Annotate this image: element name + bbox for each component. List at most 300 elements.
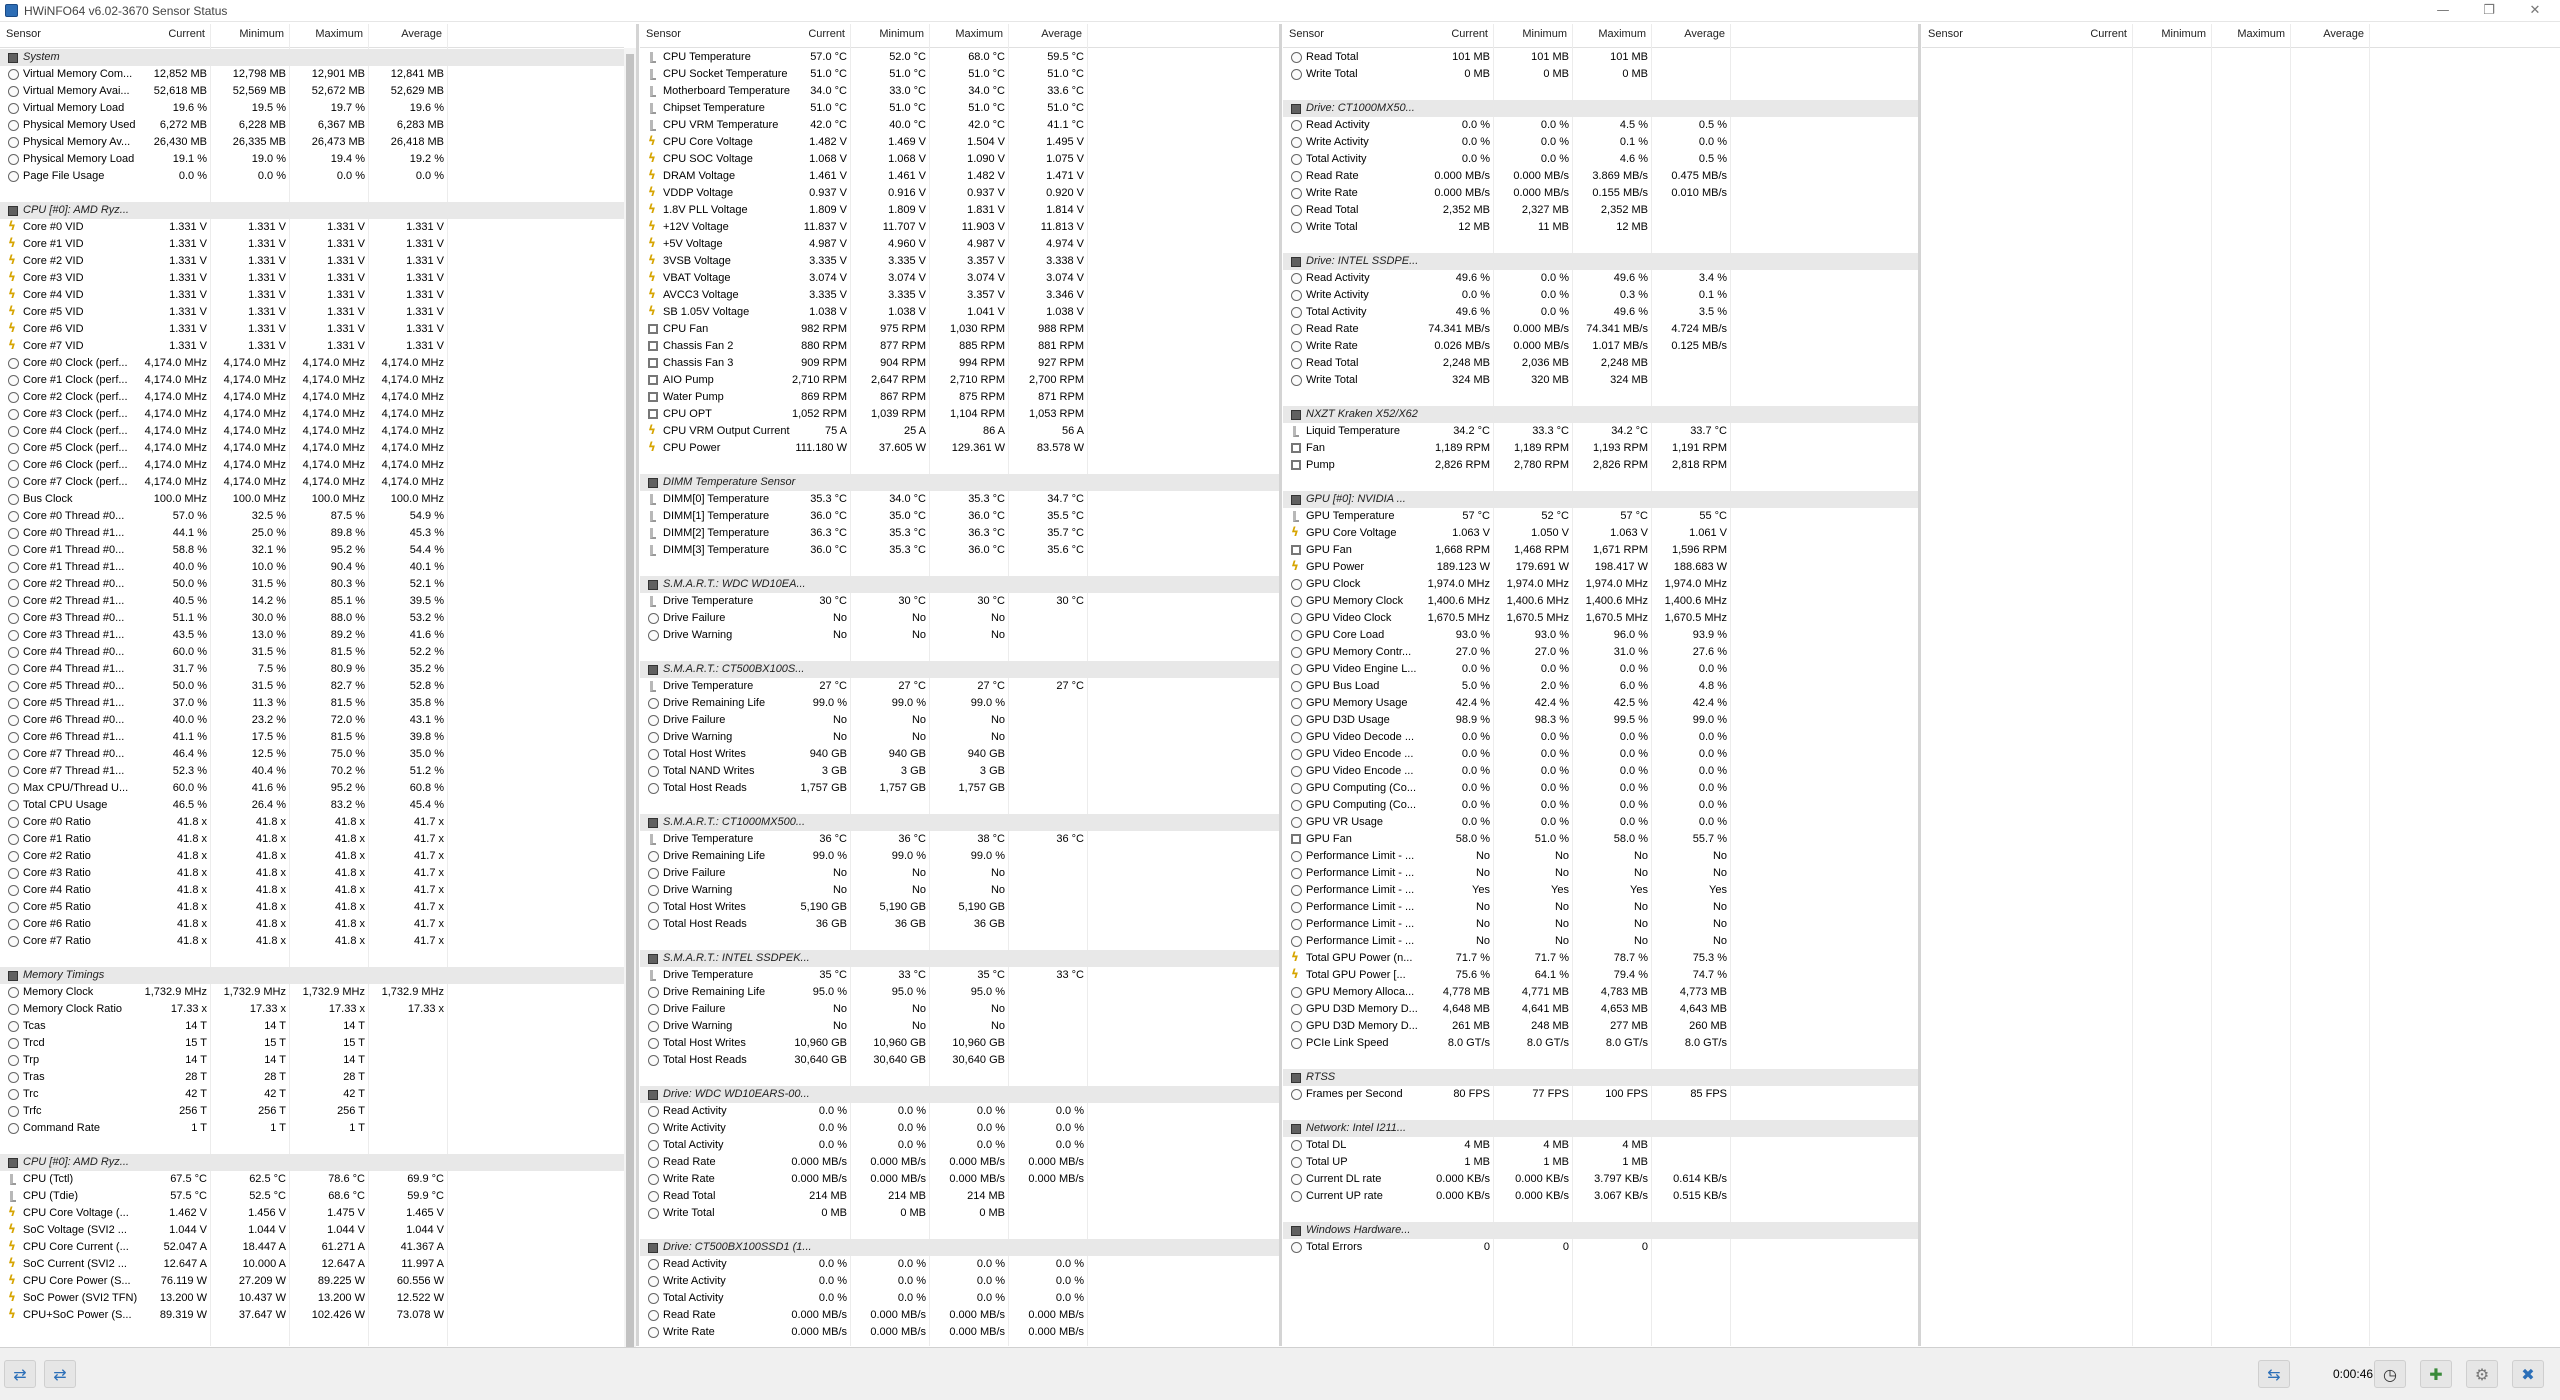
sensor-row[interactable]: [0, 338, 624, 355]
value-average: 27 °C: [1056, 680, 1084, 692]
column-header-maximum[interactable]: Maximum: [315, 28, 363, 40]
sensor-row[interactable]: [0, 1188, 624, 1205]
sensor-panel-4[interactable]: [1922, 24, 2560, 1346]
sensor-row[interactable]: [0, 355, 624, 372]
sensor-row[interactable]: [0, 593, 624, 610]
sensor-row[interactable]: [0, 729, 624, 746]
sensor-row[interactable]: [640, 542, 1280, 559]
close-icon[interactable]: ✕: [2529, 3, 2541, 18]
sensor-row[interactable]: [0, 1307, 624, 1324]
sensor-row[interactable]: [0, 1256, 624, 1273]
sensor-row[interactable]: [0, 389, 624, 406]
sensor-row[interactable]: [640, 1154, 1280, 1171]
sensor-row[interactable]: [640, 1324, 1280, 1341]
sensor-row[interactable]: [0, 644, 624, 661]
sensor-name: SoC Current (SVI2 ...: [23, 1258, 127, 1270]
sensor-row[interactable]: [640, 593, 1280, 610]
sensor-row[interactable]: [1283, 746, 1919, 763]
sensor-row[interactable]: [0, 1018, 624, 1035]
value-current: 19.1 %: [172, 153, 207, 165]
column-header-average[interactable]: Average: [1684, 28, 1725, 40]
sensor-row[interactable]: [1283, 1154, 1919, 1171]
sensor-row[interactable]: [1283, 1086, 1919, 1103]
sensor-row[interactable]: [0, 814, 624, 831]
scroll-right-icon[interactable]: ⇄: [44, 1360, 76, 1388]
column-header-minimum[interactable]: Minimum: [2161, 28, 2206, 40]
value-average: 3.338 V: [1046, 255, 1084, 267]
sensor-row[interactable]: [1283, 304, 1919, 321]
sensor-row[interactable]: [1283, 661, 1919, 678]
sensor-row[interactable]: [0, 576, 624, 593]
value-average: 3.074 V: [1046, 272, 1084, 284]
sensor-row[interactable]: [640, 1205, 1280, 1222]
sensor-row[interactable]: [640, 134, 1280, 151]
sensor-row[interactable]: [640, 304, 1280, 321]
sensor-row[interactable]: [1283, 780, 1919, 797]
sensor-row[interactable]: [1283, 1018, 1919, 1035]
sensor-row[interactable]: [0, 168, 624, 185]
sensor-row[interactable]: [640, 66, 1280, 83]
sensor-row[interactable]: [640, 1052, 1280, 1069]
value-minimum: 3 GB: [900, 765, 926, 777]
sensor-row[interactable]: [1283, 168, 1919, 185]
sensor-row[interactable]: [0, 100, 624, 117]
value-current: 74.341 MB/s: [1428, 323, 1490, 335]
sensor-row[interactable]: [640, 338, 1280, 355]
sensor-row[interactable]: [1283, 950, 1919, 967]
sensor-row[interactable]: [0, 83, 624, 100]
sensor-row[interactable]: [0, 831, 624, 848]
sensor-row[interactable]: [0, 695, 624, 712]
vertical-scrollbar[interactable]: [624, 48, 636, 1370]
value-average: 19.2 %: [409, 153, 444, 165]
sensor-row[interactable]: [640, 1137, 1280, 1154]
sensor-row[interactable]: [1283, 865, 1919, 882]
sensor-row[interactable]: [0, 1222, 624, 1239]
column-header-sensor[interactable]: Sensor: [6, 28, 41, 40]
sensor-row[interactable]: [0, 1171, 624, 1188]
sensor-row[interactable]: [640, 219, 1280, 236]
sensor-row[interactable]: [0, 253, 624, 270]
sensor-row[interactable]: [640, 1171, 1280, 1188]
value-maximum: 41.8 x: [335, 884, 365, 896]
sensor-row[interactable]: [1283, 933, 1919, 950]
value-current: 0.000 MB/s: [791, 1173, 847, 1185]
sensor-row[interactable]: [1283, 423, 1919, 440]
sensor-row[interactable]: [640, 117, 1280, 134]
sensor-name: Core #5 Thread #0...: [23, 680, 125, 692]
sensor-row[interactable]: [1283, 899, 1919, 916]
sensor-row[interactable]: [1283, 525, 1919, 542]
column-header-sensor[interactable]: Sensor: [1289, 28, 1324, 40]
sensor-row[interactable]: [640, 627, 1280, 644]
sensor-row[interactable]: [0, 865, 624, 882]
value-minimum: 4,771 MB: [1521, 986, 1569, 998]
sensor-row[interactable]: [1283, 610, 1919, 627]
sensor-row[interactable]: [640, 151, 1280, 168]
sensor-row[interactable]: [0, 542, 624, 559]
sensor-row[interactable]: [1283, 814, 1919, 831]
gauge-icon: [648, 1276, 659, 1287]
column-header-current[interactable]: Current: [2090, 28, 2127, 40]
close-sensors-icon[interactable]: ✖: [2512, 1360, 2544, 1388]
value-average: 41.7 x: [414, 918, 444, 930]
sensor-row[interactable]: [640, 1256, 1280, 1273]
sensor-row[interactable]: [1283, 508, 1919, 525]
sensor-row[interactable]: [640, 1035, 1280, 1052]
value-average: 35.6 °C: [1047, 544, 1084, 556]
sensor-row[interactable]: [0, 372, 624, 389]
sensor-row[interactable]: [0, 423, 624, 440]
value-maximum: 1.017 MB/s: [1592, 340, 1648, 352]
sensor-row[interactable]: [0, 916, 624, 933]
chip-icon: [8, 53, 18, 63]
sensor-row[interactable]: [1283, 729, 1919, 746]
sensor-row[interactable]: [640, 746, 1280, 763]
sensor-row[interactable]: [1283, 576, 1919, 593]
gauge-icon: [648, 885, 659, 896]
sensor-row[interactable]: [1283, 134, 1919, 151]
value-current: 60.0 %: [172, 782, 207, 794]
column-header-maximum[interactable]: Maximum: [955, 28, 1003, 40]
sensor-row[interactable]: [640, 321, 1280, 338]
sensor-row[interactable]: [0, 134, 624, 151]
value-minimum: 0.0 %: [897, 1139, 926, 1151]
sensor-row[interactable]: [1283, 797, 1919, 814]
column-header-sensor[interactable]: Sensor: [646, 28, 681, 40]
sensor-row[interactable]: [0, 984, 624, 1001]
sensor-row[interactable]: [640, 49, 1280, 66]
sensor-row[interactable]: [0, 848, 624, 865]
value-average: 4,773 MB: [1679, 986, 1727, 998]
sensor-row[interactable]: [0, 236, 624, 253]
sensor-row[interactable]: [0, 1273, 624, 1290]
chip-icon: [1291, 257, 1301, 267]
sensor-name: GPU Fan: [1306, 833, 1352, 845]
value-minimum: 179.691 W: [1515, 561, 1569, 573]
sensor-name: Virtual Memory Com...: [23, 68, 133, 80]
sensor-group-header[interactable]: [1283, 1120, 1919, 1137]
column-header-average[interactable]: Average: [2323, 28, 2364, 40]
sensor-row[interactable]: [640, 406, 1280, 423]
sensor-row[interactable]: [640, 355, 1280, 372]
sensor-group-header[interactable]: [640, 814, 1280, 831]
sensor-row[interactable]: [0, 66, 624, 83]
sensor-row[interactable]: [1283, 678, 1919, 695]
sensor-row[interactable]: [1283, 338, 1919, 355]
sensor-row[interactable]: [0, 525, 624, 542]
sensor-row[interactable]: [640, 100, 1280, 117]
sensor-group-header[interactable]: [0, 202, 624, 219]
sensor-row[interactable]: [640, 236, 1280, 253]
sensor-row[interactable]: [640, 967, 1280, 984]
value-minimum: 4,174.0 MHz: [223, 425, 286, 437]
sensor-row[interactable]: [640, 831, 1280, 848]
sensor-row[interactable]: [640, 287, 1280, 304]
sensor-name: Trfc: [23, 1105, 42, 1117]
gauge-icon: [8, 851, 19, 862]
sensor-row[interactable]: [640, 695, 1280, 712]
column-header-maximum[interactable]: Maximum: [2237, 28, 2285, 40]
restore-icon[interactable]: ❐: [2483, 3, 2495, 18]
column-header-average[interactable]: Average: [401, 28, 442, 40]
sensor-row[interactable]: [0, 1205, 624, 1222]
sensor-row[interactable]: [1283, 66, 1919, 83]
sensor-row[interactable]: [640, 729, 1280, 746]
sensor-row[interactable]: [1283, 151, 1919, 168]
sensor-group-header[interactable]: [640, 1239, 1280, 1256]
sensor-row[interactable]: [0, 933, 624, 950]
sensor-row[interactable]: [0, 797, 624, 814]
sensor-row[interactable]: [640, 763, 1280, 780]
minimize-icon[interactable]: —: [2436, 3, 2450, 18]
sensor-row[interactable]: [1283, 457, 1919, 474]
column-header-minimum[interactable]: Minimum: [239, 28, 284, 40]
value-current: No: [832, 884, 847, 896]
sensor-row[interactable]: [640, 1120, 1280, 1137]
sensor-row[interactable]: [0, 304, 624, 321]
sensor-row[interactable]: [640, 882, 1280, 899]
value-average: 100.0 MHz: [390, 493, 444, 505]
sensor-row[interactable]: [0, 1120, 624, 1137]
column-header-row[interactable]: [640, 24, 1280, 48]
value-minimum: 8.0 GT/s: [1526, 1037, 1569, 1049]
sensor-row[interactable]: [0, 117, 624, 134]
sensor-row[interactable]: [0, 1001, 624, 1018]
sensor-row[interactable]: [1283, 1137, 1919, 1154]
sensor-name: SB 1.05V Voltage: [663, 306, 750, 318]
sensor-row[interactable]: [0, 661, 624, 678]
sensor-row[interactable]: [640, 899, 1280, 916]
sensor-row[interactable]: [1283, 117, 1919, 134]
sensor-row[interactable]: [0, 1086, 624, 1103]
sensor-row[interactable]: [1283, 1001, 1919, 1018]
column-header-minimum[interactable]: Minimum: [879, 28, 924, 40]
sensor-row[interactable]: [1283, 219, 1919, 236]
value-maximum: 875 RPM: [959, 391, 1005, 403]
gauge-icon: [1291, 579, 1302, 590]
sensor-row[interactable]: [1283, 831, 1919, 848]
clock-icon[interactable]: ◷: [2374, 1360, 2406, 1388]
sensor-group-name: DIMM Temperature Sensor: [663, 476, 796, 488]
add-report-icon[interactable]: ✚: [2420, 1360, 2452, 1388]
value-maximum: 0.0 %: [1619, 748, 1648, 760]
sensor-group-name: GPU [#0]: NVIDIA ...: [1306, 493, 1406, 505]
sensor-row[interactable]: [1283, 695, 1919, 712]
sensor-row[interactable]: [640, 185, 1280, 202]
sensor-row[interactable]: [640, 440, 1280, 457]
sensor-group-name: CPU [#0]: AMD Ryz...: [23, 204, 129, 216]
sensor-row[interactable]: [0, 559, 624, 576]
sensor-row[interactable]: [0, 508, 624, 525]
sensor-row[interactable]: [640, 1018, 1280, 1035]
sensor-group-header[interactable]: [1283, 491, 1919, 508]
column-header-row[interactable]: [0, 24, 624, 48]
sensor-row[interactable]: [640, 253, 1280, 270]
sensor-row[interactable]: [640, 1273, 1280, 1290]
sensor-row[interactable]: [0, 746, 624, 763]
sensor-group-header[interactable]: [1283, 1069, 1919, 1086]
sensor-panel-2[interactable]: [640, 24, 1280, 1346]
sensor-row[interactable]: [640, 712, 1280, 729]
sensor-row[interactable]: [640, 1290, 1280, 1307]
sensor-row[interactable]: [0, 712, 624, 729]
sensor-row[interactable]: [1283, 644, 1919, 661]
sensor-row[interactable]: [640, 168, 1280, 185]
sensor-row[interactable]: [0, 1069, 624, 1086]
network-icon[interactable]: ⇆: [2258, 1360, 2290, 1388]
sensor-row[interactable]: [0, 1052, 624, 1069]
scroll-left-icon[interactable]: ⇄: [4, 1360, 36, 1388]
sensor-row[interactable]: [1283, 202, 1919, 219]
sensor-row[interactable]: [1283, 49, 1919, 66]
sensor-panel-1[interactable]: [0, 24, 624, 1346]
sensor-row[interactable]: [1283, 321, 1919, 338]
column-header-row[interactable]: [1922, 24, 2560, 48]
column-header-row[interactable]: [1283, 24, 1919, 48]
sensor-row[interactable]: [640, 508, 1280, 525]
sensor-group-header[interactable]: [1283, 253, 1919, 270]
sensor-row[interactable]: [1283, 916, 1919, 933]
sensor-row[interactable]: [640, 1307, 1280, 1324]
sensor-row[interactable]: [1283, 287, 1919, 304]
value-average: 41.7 x: [414, 850, 444, 862]
sensor-row[interactable]: [0, 1103, 624, 1120]
sensor-group-header[interactable]: [1283, 100, 1919, 117]
scrollbar-thumb[interactable]: [626, 54, 634, 1352]
sensor-row[interactable]: [640, 610, 1280, 627]
sensor-row[interactable]: [0, 474, 624, 491]
sensor-row[interactable]: [0, 270, 624, 287]
gauge-icon: [1291, 800, 1302, 811]
sensor-row[interactable]: [0, 763, 624, 780]
sensor-row[interactable]: [1283, 440, 1919, 457]
sensor-panel-3[interactable]: [1283, 24, 1919, 1346]
sensor-group-header[interactable]: [0, 1154, 624, 1171]
sensor-name: Write Total: [1306, 221, 1358, 233]
sensor-row[interactable]: [0, 457, 624, 474]
sensor-row[interactable]: [640, 1188, 1280, 1205]
sensor-group-header[interactable]: [640, 576, 1280, 593]
sensor-row[interactable]: [0, 219, 624, 236]
value-maximum: 1.831 V: [967, 204, 1005, 216]
sensor-row[interactable]: [0, 610, 624, 627]
value-maximum: 96.0 %: [1613, 629, 1648, 641]
sensor-row[interactable]: [640, 984, 1280, 1001]
sensor-row[interactable]: [0, 678, 624, 695]
sensor-row[interactable]: [1283, 712, 1919, 729]
sensor-row[interactable]: [0, 287, 624, 304]
sensor-row[interactable]: [1283, 559, 1919, 576]
sensor-row[interactable]: [0, 1035, 624, 1052]
value-maximum: 10,960 GB: [952, 1037, 1005, 1049]
sensor-row[interactable]: [0, 1239, 624, 1256]
column-header-sensor[interactable]: Sensor: [1928, 28, 1963, 40]
sensor-row[interactable]: [0, 440, 624, 457]
sensor-row[interactable]: [1283, 1171, 1919, 1188]
sensor-row[interactable]: [640, 423, 1280, 440]
sensor-row[interactable]: [1283, 270, 1919, 287]
value-current: 57.0 °C: [810, 51, 847, 63]
sensor-row[interactable]: [1283, 848, 1919, 865]
sensor-row[interactable]: [0, 491, 624, 508]
sensor-group-header[interactable]: [640, 950, 1280, 967]
sensor-row[interactable]: [1283, 542, 1919, 559]
sensor-group-header[interactable]: [640, 1086, 1280, 1103]
sensor-group-header[interactable]: [0, 967, 624, 984]
column-header-maximum[interactable]: Maximum: [1598, 28, 1646, 40]
sensor-row[interactable]: [1283, 355, 1919, 372]
sensor-row[interactable]: [640, 525, 1280, 542]
sensor-row[interactable]: [640, 202, 1280, 219]
sensor-row[interactable]: [1283, 185, 1919, 202]
sensor-row[interactable]: [1283, 593, 1919, 610]
sensor-row[interactable]: [1283, 984, 1919, 1001]
value-current: 1 MB: [1464, 1156, 1490, 1168]
sensor-row[interactable]: [640, 678, 1280, 695]
sensor-row[interactable]: [640, 1103, 1280, 1120]
sensor-group-header[interactable]: [640, 474, 1280, 491]
sensor-row[interactable]: [1283, 763, 1919, 780]
column-header-current[interactable]: Current: [168, 28, 205, 40]
sensor-row[interactable]: [640, 780, 1280, 797]
sensor-row[interactable]: [0, 1290, 624, 1307]
sensor-row[interactable]: [1283, 882, 1919, 899]
value-current: 869 RPM: [801, 391, 847, 403]
column-header-minimum[interactable]: Minimum: [1522, 28, 1567, 40]
sensor-group-header[interactable]: [640, 661, 1280, 678]
sensor-group-header[interactable]: [1283, 406, 1919, 423]
value-maximum: 0.000 MB/s: [949, 1309, 1005, 1321]
value-current: 11.837 V: [803, 221, 847, 233]
sensor-row[interactable]: [1283, 372, 1919, 389]
settings-icon[interactable]: ⚙: [2466, 1360, 2498, 1388]
sensor-row[interactable]: [1283, 1239, 1919, 1256]
sensor-row[interactable]: [1283, 967, 1919, 984]
sensor-row[interactable]: [0, 406, 624, 423]
sensor-row[interactable]: [640, 916, 1280, 933]
sensor-row[interactable]: [0, 882, 624, 899]
value-average: 1.331 V: [406, 323, 444, 335]
sensor-row[interactable]: [640, 865, 1280, 882]
sensor-row[interactable]: [640, 491, 1280, 508]
sensor-row[interactable]: [0, 627, 624, 644]
sensor-group-header[interactable]: [0, 49, 624, 66]
column-header-current[interactable]: Current: [1451, 28, 1488, 40]
sensor-group-header[interactable]: [1283, 1222, 1919, 1239]
sensor-row[interactable]: [0, 321, 624, 338]
value-average: 0.1 %: [1698, 289, 1727, 301]
column-header-current[interactable]: Current: [808, 28, 845, 40]
sensor-row[interactable]: [1283, 627, 1919, 644]
value-current: No: [832, 714, 847, 726]
sensor-row[interactable]: [640, 389, 1280, 406]
column-header-average[interactable]: Average: [1041, 28, 1082, 40]
sensor-row[interactable]: [640, 83, 1280, 100]
sensor-row[interactable]: [0, 780, 624, 797]
value-current: 0.026 MB/s: [1434, 340, 1490, 352]
sensor-row[interactable]: [640, 270, 1280, 287]
sensor-row[interactable]: [640, 372, 1280, 389]
sensor-row[interactable]: [1283, 1035, 1919, 1052]
sensor-row[interactable]: [640, 848, 1280, 865]
sensor-row[interactable]: [640, 1001, 1280, 1018]
sensor-row[interactable]: [1283, 1188, 1919, 1205]
sensor-name: Pump: [1306, 459, 1335, 471]
chip-icon: [648, 478, 658, 488]
sensor-row[interactable]: [0, 899, 624, 916]
sensor-row[interactable]: [0, 151, 624, 168]
